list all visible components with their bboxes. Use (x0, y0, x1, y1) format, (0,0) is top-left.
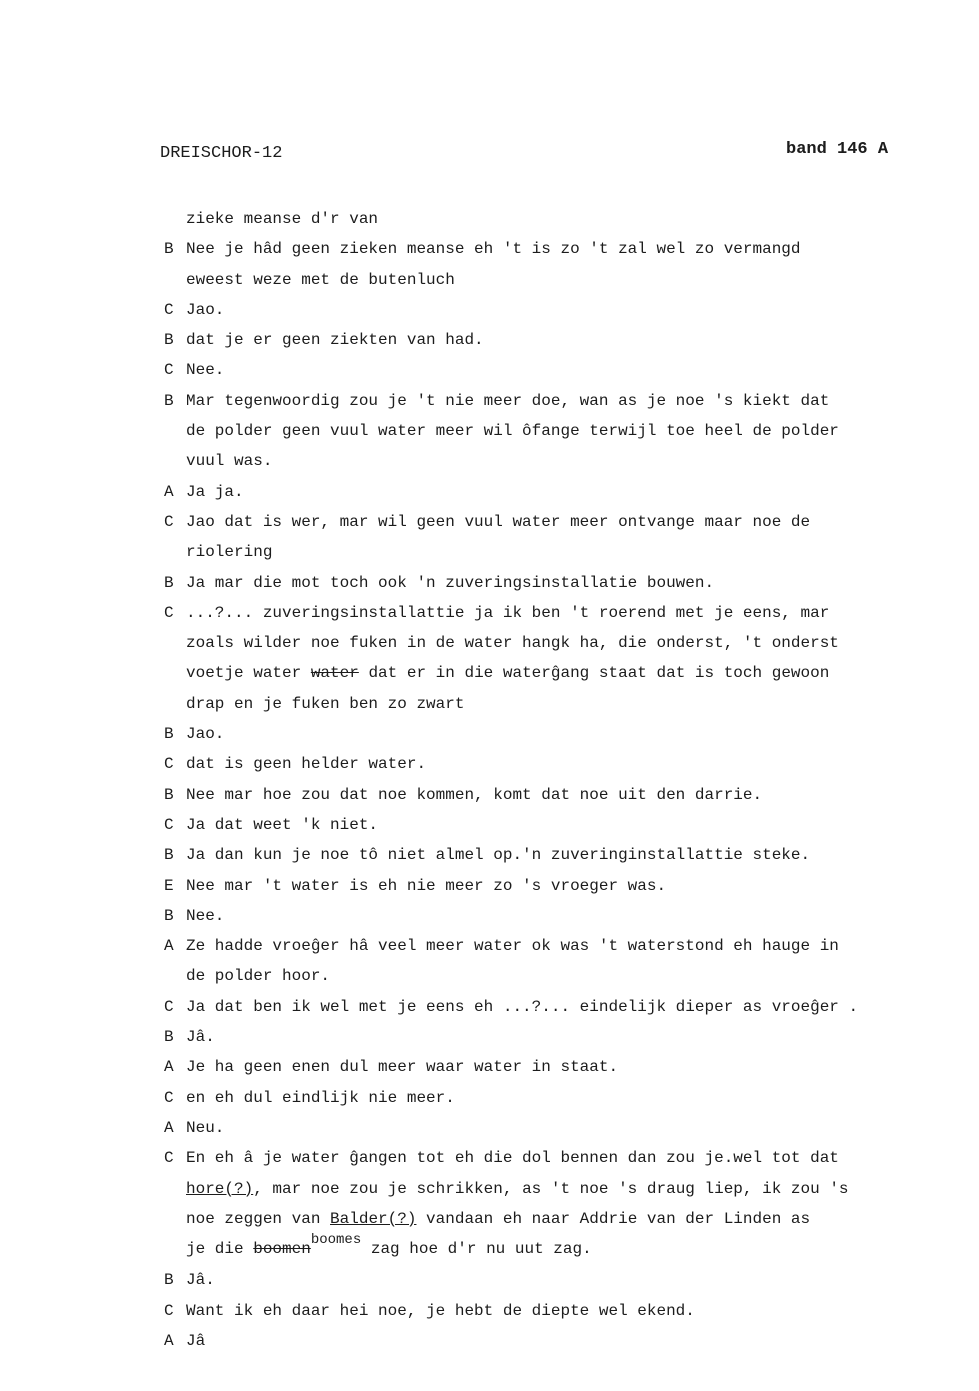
utterance-line (186, 658, 954, 688)
utterance-line (186, 871, 954, 901)
struck-text: water (310, 664, 359, 683)
text-segment: Nee mar 't water is eh nie meer zo 's vroeger was. (186, 876, 667, 895)
utterance-text (186, 931, 954, 992)
utterance-text (186, 840, 954, 870)
utterance-line (186, 992, 954, 1022)
utterance-line (186, 1143, 954, 1173)
text-segment: Want ik eh daar hei noe, je hebt de diepte wel ekend. (186, 1301, 695, 1320)
utterance-line (186, 355, 954, 385)
speaker-label: B (164, 1271, 174, 1290)
utterance-line (186, 1204, 954, 1234)
transcript-entry (164, 204, 954, 234)
transcript-entry (164, 386, 954, 477)
speaker-label: A (164, 1058, 174, 1077)
text-segment: dat er in die waterĝang staat dat is toch gewoon (358, 664, 830, 683)
utterance-line (186, 719, 954, 749)
transcript-entry (164, 1083, 954, 1113)
text-segment: voetje water (186, 664, 311, 683)
transcript-entry (164, 1022, 954, 1052)
utterance-line (186, 204, 954, 234)
utterance-line (186, 416, 954, 446)
speaker-label: A (164, 482, 174, 501)
text-segment: Nee je hâd geen zieken meanse eh 't is zo 't zal wel zo vermangd (186, 240, 801, 259)
underlined-text: hore(?) (186, 1179, 254, 1198)
text-segment: zag hoe d'r nu uut zag. (361, 1240, 592, 1259)
utterance-line (186, 507, 954, 537)
utterance-text (186, 749, 954, 779)
speaker-label: C (164, 300, 174, 319)
utterance-text (186, 477, 954, 507)
transcript-entry (164, 1052, 954, 1082)
transcript-entry (164, 1113, 954, 1143)
utterance-line (186, 1265, 954, 1295)
transcript-entry (164, 840, 954, 870)
utterance-text (186, 355, 954, 385)
speaker-label: B (164, 906, 174, 925)
text-segment: vuul was. (186, 452, 273, 471)
text-segment: Jâ. (186, 1271, 215, 1290)
transcript-entry (164, 325, 954, 355)
text-segment: Jao. (186, 725, 225, 744)
utterance-text (186, 507, 954, 568)
text-segment: Ja ja. (186, 482, 244, 501)
text-segment: Mar tegenwoordig zou je 't nie meer doe, wan as je noe 's kiekt dat (186, 391, 830, 410)
text-segment: Nee mar hoe zou dat noe kommen, komt dat noe uit den darrie. (186, 785, 763, 804)
speaker-label: C (164, 512, 174, 531)
utterance-line (186, 840, 954, 870)
speaker-label: C (164, 755, 174, 774)
utterance-line (186, 1052, 954, 1082)
utterance-text (186, 204, 954, 234)
utterance-line (186, 961, 954, 991)
utterance-line (186, 810, 954, 840)
text-segment: Neu. (186, 1118, 225, 1137)
transcript-entry (164, 901, 954, 931)
text-segment: zoals wilder noe fuken in de water hangk ha, die onderst, 't onderst (186, 634, 839, 653)
utterance-text (186, 1296, 954, 1326)
speaker-label: E (164, 876, 174, 895)
underlined-text: Balder(?) (330, 1209, 417, 1228)
speaker-label: A (164, 937, 174, 956)
utterance-line (186, 1234, 954, 1265)
text-segment: En eh â je water ĝangen tot eh die dol bennen dan zou je.wel tot dat (186, 1149, 839, 1168)
transcript-entry (164, 1326, 954, 1356)
text-segment: dat je er geen ziekten van had. (186, 331, 484, 350)
transcript-entry (164, 355, 954, 385)
utterance-line (186, 234, 954, 264)
transcript-entry (164, 568, 954, 598)
utterance-line (186, 1296, 954, 1326)
speaker-label: B (164, 331, 174, 350)
text-segment: drap en je fuken ben zo zwart (186, 694, 465, 713)
speaker-label (164, 204, 186, 234)
transcript-entry (164, 780, 954, 810)
transcript-entry (164, 1296, 954, 1326)
utterance-line (186, 446, 954, 476)
text-segment: ...?... zuveringsinstallattie ja ik ben 't roerend met je eens, mar (186, 603, 830, 622)
speaker-label: B (164, 391, 174, 410)
transcript-entry (164, 719, 954, 749)
text-segment: noe zeggen van (186, 1209, 331, 1228)
utterance-line (186, 780, 954, 810)
speaker-label: C (164, 997, 174, 1016)
utterance-text (186, 1083, 954, 1113)
utterance-line (186, 901, 954, 931)
speaker-label: A (164, 1331, 174, 1350)
speaker-label: B (164, 785, 174, 804)
speaker-label: C (164, 1088, 174, 1107)
utterance-line (186, 295, 954, 325)
transcript-entry (164, 1143, 954, 1265)
transcript (164, 204, 954, 1356)
utterance-line (186, 931, 954, 961)
text-segment: de polder geen vuul water meer wil ôfange terwijl toe heel de polder (186, 422, 839, 441)
transcript-entry (164, 749, 954, 779)
utterance-text (186, 1113, 954, 1143)
text-segment: dat is geen helder water. (186, 755, 427, 774)
speaker-label: B (164, 725, 174, 744)
text-segment: Jâ (186, 1331, 206, 1350)
speaker-label: C (164, 361, 174, 380)
document-title: DREISCHOR-12 (160, 144, 283, 163)
utterance-text (186, 598, 954, 719)
text-segment: de polder hoor. (186, 967, 331, 986)
text-segment: Ze hadde vroeĝer hâ veel meer water ok was 't waterstond eh hauge in (186, 937, 839, 956)
speaker-label: B (164, 1028, 174, 1047)
transcript-entry (164, 234, 954, 295)
utterance-text (186, 1265, 954, 1295)
utterance-line (186, 1174, 954, 1204)
utterance-text (186, 325, 954, 355)
utterance-line (186, 568, 954, 598)
text-segment: vandaan eh naar Addrie van der Linden as (416, 1209, 811, 1228)
transcript-entry (164, 992, 954, 1022)
speaker-label: C (164, 1301, 174, 1320)
text-segment: Nee. (186, 361, 225, 380)
speaker-label: C (164, 815, 174, 834)
text-segment: Je ha geen enen dul meer waar water in staat. (186, 1058, 619, 1077)
utterance-text (186, 234, 954, 295)
transcript-entry (164, 810, 954, 840)
utterance-text (186, 719, 954, 749)
text-segment: Ja mar die mot toch ook 'n zuveringsinstallatie bouwen. (186, 573, 715, 592)
utterance-line (186, 325, 954, 355)
text-segment: Ja dat ben ik wel met je eens eh ...?... eindelijk dieper as vroeĝer . (186, 997, 859, 1016)
utterance-line (186, 689, 954, 719)
text-segment: Nee. (186, 906, 225, 925)
utterance-text (186, 1143, 954, 1265)
text-segment: en eh dul eindlijk nie meer. (186, 1088, 455, 1107)
transcript-entry (164, 871, 954, 901)
text-segment: eweest weze met de butenluch (186, 270, 455, 289)
utterance-text (186, 1326, 954, 1356)
speaker-label: B (164, 846, 174, 865)
speaker-label: B (164, 240, 174, 259)
text-segment: , mar noe zou je schrikken, as 't noe 's draug liep, ik zou 's (253, 1179, 849, 1198)
transcript-entry (164, 1265, 954, 1295)
utterance-text (186, 386, 954, 477)
transcript-entry (164, 477, 954, 507)
utterance-text (186, 1022, 954, 1052)
text-segment: Ja dan kun je noe tô niet almel op.'n zuveringinstallattie steke. (186, 846, 811, 865)
utterance-text (186, 901, 954, 931)
utterance-text (186, 992, 954, 1022)
utterance-line (186, 537, 954, 567)
band-label: band 146 A (786, 140, 889, 159)
utterance-line (186, 1113, 954, 1143)
utterance-text (186, 1052, 954, 1082)
speaker-label: B (164, 573, 174, 592)
transcript-entry (164, 295, 954, 325)
transcript-entry (164, 931, 954, 992)
speaker-label: A (164, 1118, 174, 1137)
utterance-text (186, 810, 954, 840)
utterance-line (186, 477, 954, 507)
utterance-text (186, 295, 954, 325)
utterance-text (186, 780, 954, 810)
text-segment: zieke meanse d'r van (186, 210, 379, 228)
correction-text: boomes (310, 1232, 362, 1249)
utterance-line (186, 628, 954, 658)
utterance-line (186, 386, 954, 416)
utterance-line (186, 598, 954, 628)
text-segment: Jao dat is wer, mar wil geen vuul water meer ontvange maar noe de (186, 512, 811, 531)
utterance-line (186, 749, 954, 779)
text-segment: Ja dat weet 'k niet. (186, 815, 379, 834)
text-segment: Jâ. (186, 1028, 215, 1047)
utterance-text (186, 568, 954, 598)
speaker-label: C (164, 603, 174, 622)
utterance-line (186, 1326, 954, 1356)
utterance-text (186, 871, 954, 901)
utterance-line (186, 265, 954, 295)
text-segment: riolering (186, 543, 273, 562)
speaker-label: C (164, 1149, 174, 1168)
text-segment: Jao. (186, 300, 225, 319)
utterance-line (186, 1022, 954, 1052)
utterance-line (186, 1083, 954, 1113)
text-segment: je die (186, 1240, 254, 1259)
struck-text: boomen (253, 1240, 311, 1259)
transcript-entry (164, 598, 954, 719)
transcript-entry (164, 507, 954, 568)
